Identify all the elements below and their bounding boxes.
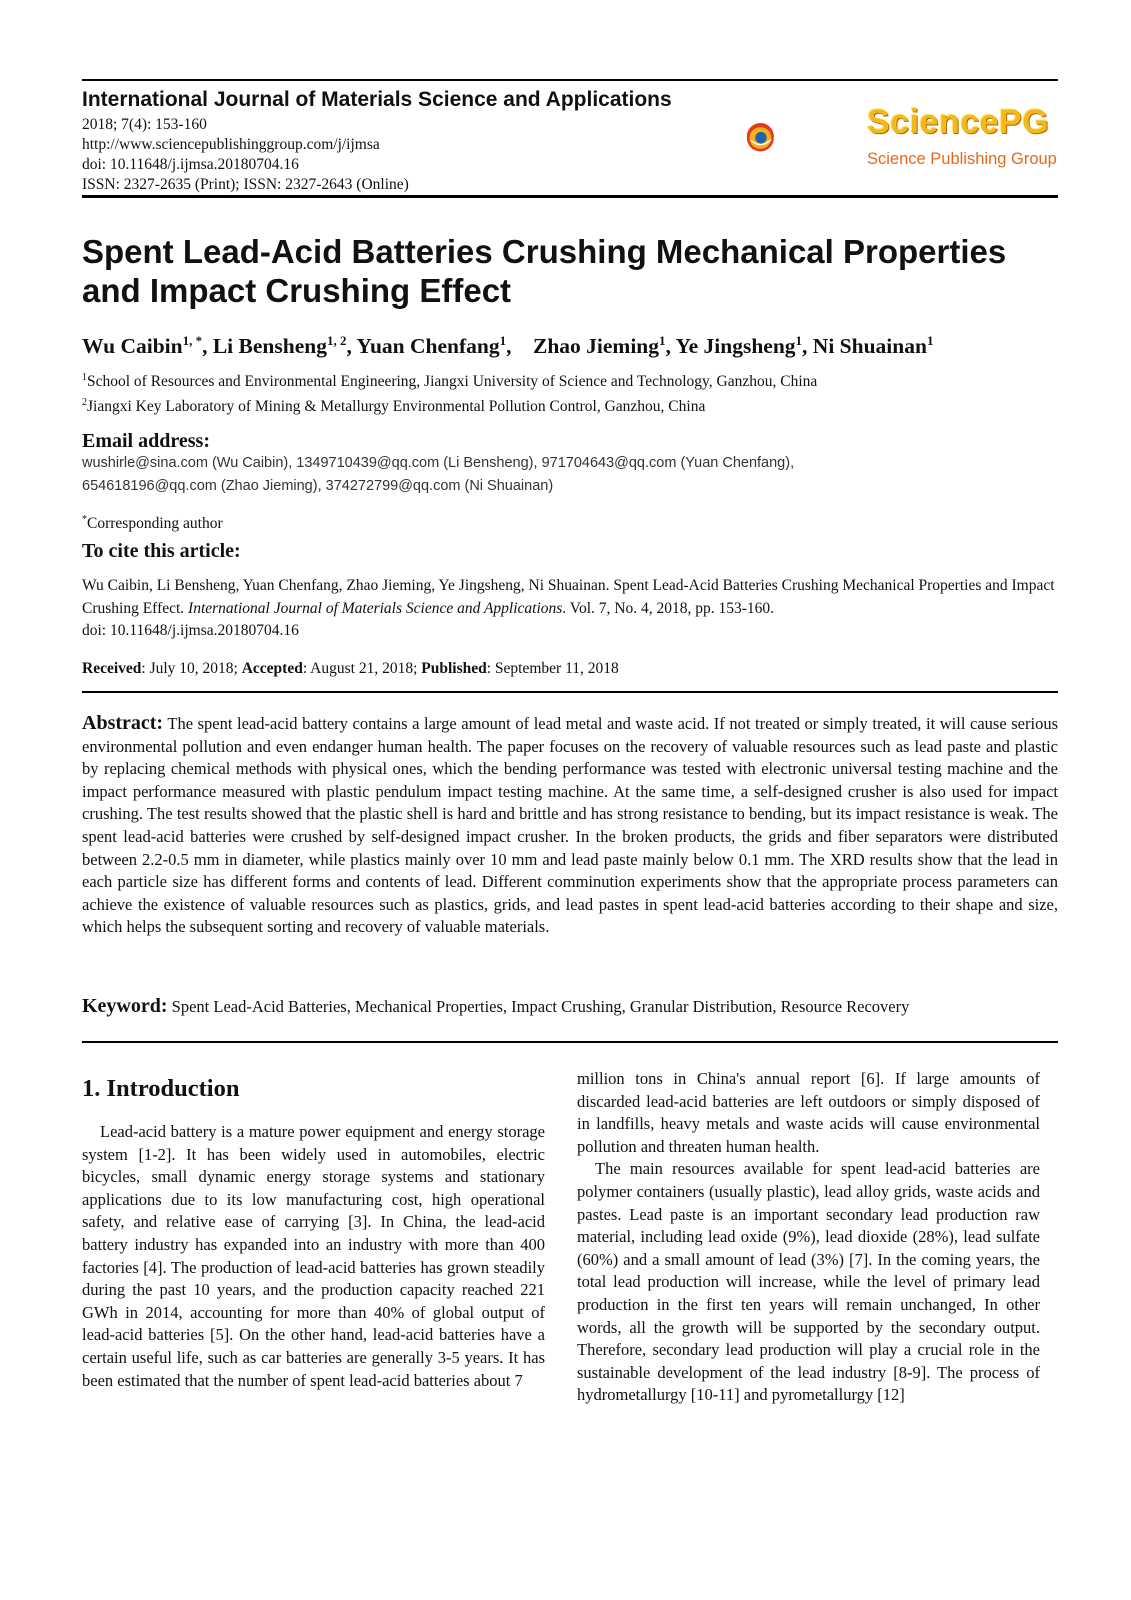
abstract-label: Abstract: (82, 712, 164, 734)
abstract-top-rule (82, 691, 1058, 693)
abstract-text: The spent lead-acid battery contains a large amount of lead metal and waste acid. If not treated or simply treated, it will cause serious environmental pollution and even endanger human health. The paper focuses on the recovery of valuable resources such as lead paste and plastic by replacing chemical methods with physical ones, which the bending performance was tested with electronic universal testing machine and the impact performance measured with plastic pendulum impact testing machine. At the same time, a self-designed crusher is also used for impact crushing. The test results showed that the plastic shell is hard and brittle and has strong resistance to bending, but its impact resistance is weak. The spent lead-acid batteries were crushed by self-designed impact crusher. In the broken products, the grids and fiber separators were distributed between 2.2-0.5 mm in diameter, while plastics mainly over 10 mm and lead paste mainly below 0.1 mm. The XRD results show that the lead in each particle size has different forms and contents of lead. Different comminution experiments show that the appropriate process parameters can achieve the existence of valuable resources such as plastics, grids, and lead pastes in spent lead-acid batteries according to their shape and size, which helps the subsequent sorting and recovery of valuable materials. (82, 714, 1058, 937)
author-list (82, 333, 933, 359)
doi-line: doi: 10.11648/j.ijmsa.20180704.16 (82, 156, 299, 173)
keywords-bottom-rule (82, 1041, 1058, 1043)
article-title: Spent Lead-Acid Batteries Crushing Mechanical Properties and Impact Crushing Effect (82, 233, 1007, 309)
logo-brand-text: SciencePG (867, 103, 1050, 141)
logo-subtitle: Science Publishing Group (867, 150, 1057, 168)
sciencepg-logo-icon (745, 93, 841, 183)
keywords-text: Spent Lead-Acid Batteries, Mechanical Properties, Impact Crushing, Granular Distribution, Resource Recovery (171, 997, 910, 1016)
corresponding-author-note: *Corresponding author (82, 514, 223, 533)
author: Wu Caibin$^{1, *}$, (82, 333, 213, 359)
author: Ye Jingsheng$^1$, (675, 333, 813, 359)
author: Ni Shuainan$^1$ (812, 333, 934, 359)
email-line-1[interactable]: wushirle@sina.com (Wu Caibin), 1349710439@qq.com (Li Bensheng), 971704643@qq.com (Yuan Chenfang), (82, 455, 795, 471)
affiliation-1: $^1$School of Resources and Environmental Engineering, Jiangxi University of Science and Technology, Ganzhou, China (82, 372, 818, 391)
author: Zhao Jieming$^1$, (532, 333, 676, 359)
email-line-2[interactable]: 654618196@qq.com (Zhao Jieming), 374272799@qq.com (Ni Shuainan) (82, 478, 554, 494)
header-top-rule (82, 79, 1058, 81)
volume-line: 2018; 7(4): 153-160 (82, 116, 207, 133)
journal-name: International Journal of Materials Science and Applications (82, 88, 672, 111)
intro-paragraph-3: The main resources available for spent lead-acid batteries are polymer containers (usually plastic), lead alloy grids, waste acids and pastes. Lead paste is an important secondary lead production raw material, including lead oxide (9%), lead dioxide (28%), lead sulfate (60%) and a small amount of lead (3%) [7]. In the coming years, the total lead production will increase, while the level of primary lead production in the first ten years will remain unchanged, In other words, all the growth will be supported by the secondary output. Therefore, secondary lead production will play a crucial role in the sustainable development of the lead industry [8-9]. The process of hydrometallurgy [10-11] and pyrometallurgy [12] (577, 1159, 1040, 1405)
right-column (577, 1068, 1040, 1407)
journal-meta (82, 115, 409, 195)
article-dates: Received: July 10, 2018; Accepted: August 21, 2018; Published: September 11, 2018 (82, 660, 619, 677)
keywords (82, 995, 1062, 1018)
intro-paragraph-1: Lead-acid battery is a mature power equipment and energy storage system [1-2]. It has been widely used in automobiles, electric bicycles, small dynamic energy storage systems and stationary applications due to its low manufacturing cost, high operational safety, and relative ease of carrying [3]. In China, the lead-acid battery industry has expanded into an industry with more than 400 factories [4]. The production of lead-acid batteries has grown steadily during the past 10 years, and the production capacity reached 221 GWh in 2014, accounting for more than 40% of global output of lead-acid batteries [5]. On the other hand, lead-acid batteries have a certain useful life, such as car batteries are generally 3-5 years. It has been estimated that the number of spent lead-acid batteries about 7 (82, 1122, 545, 1390)
journal-url[interactable]: http://www.sciencepublishinggroup.com/j/ijmsa (82, 136, 380, 153)
issn-line: ISSN: 2327-2635 (Print); ISSN: 2327-2643 (Online) (82, 176, 409, 193)
cite-label: To cite this article: (82, 540, 241, 562)
affiliation-2: $^2$Jiangxi Key Laboratory of Mining & Metallurgy Environmental Pollution Control, Ganzhou, China (82, 397, 706, 416)
abstract (82, 712, 1058, 939)
citation-text: Wu Caibin, Li Bensheng, Yuan Chenfang, Zhao Jieming, Ye Jingsheng, Ni Shuainan. Spent Lead-Acid Batteries Crushing Mechanical Properties and Impact Crushing Effect. International Journal of Materials Science and Applications. Vol. 7, No. 4, 2018, pp. 153-160. doi: 10.11648/j.ijmsa.20180704.16 (82, 577, 1055, 639)
email-label: Email address: (82, 430, 210, 452)
section-heading-introduction: 1. Introduction (82, 1075, 240, 1102)
keywords-label: Keyword: (82, 995, 168, 1017)
left-column (82, 1075, 545, 1392)
intro-paragraph-2: million tons in China's annual report [6]. If large amounts of discarded lead-acid batteries are left outdoors or simply disposed of in landfills, heavy metals and waste acids will cause environmental pollution and threaten human health. (577, 1069, 1040, 1156)
header-bottom-rule (82, 195, 1058, 198)
author: Li Bensheng$^{1, 2}$, (212, 333, 357, 359)
author: Yuan Chenfang$^1$, (356, 333, 533, 359)
